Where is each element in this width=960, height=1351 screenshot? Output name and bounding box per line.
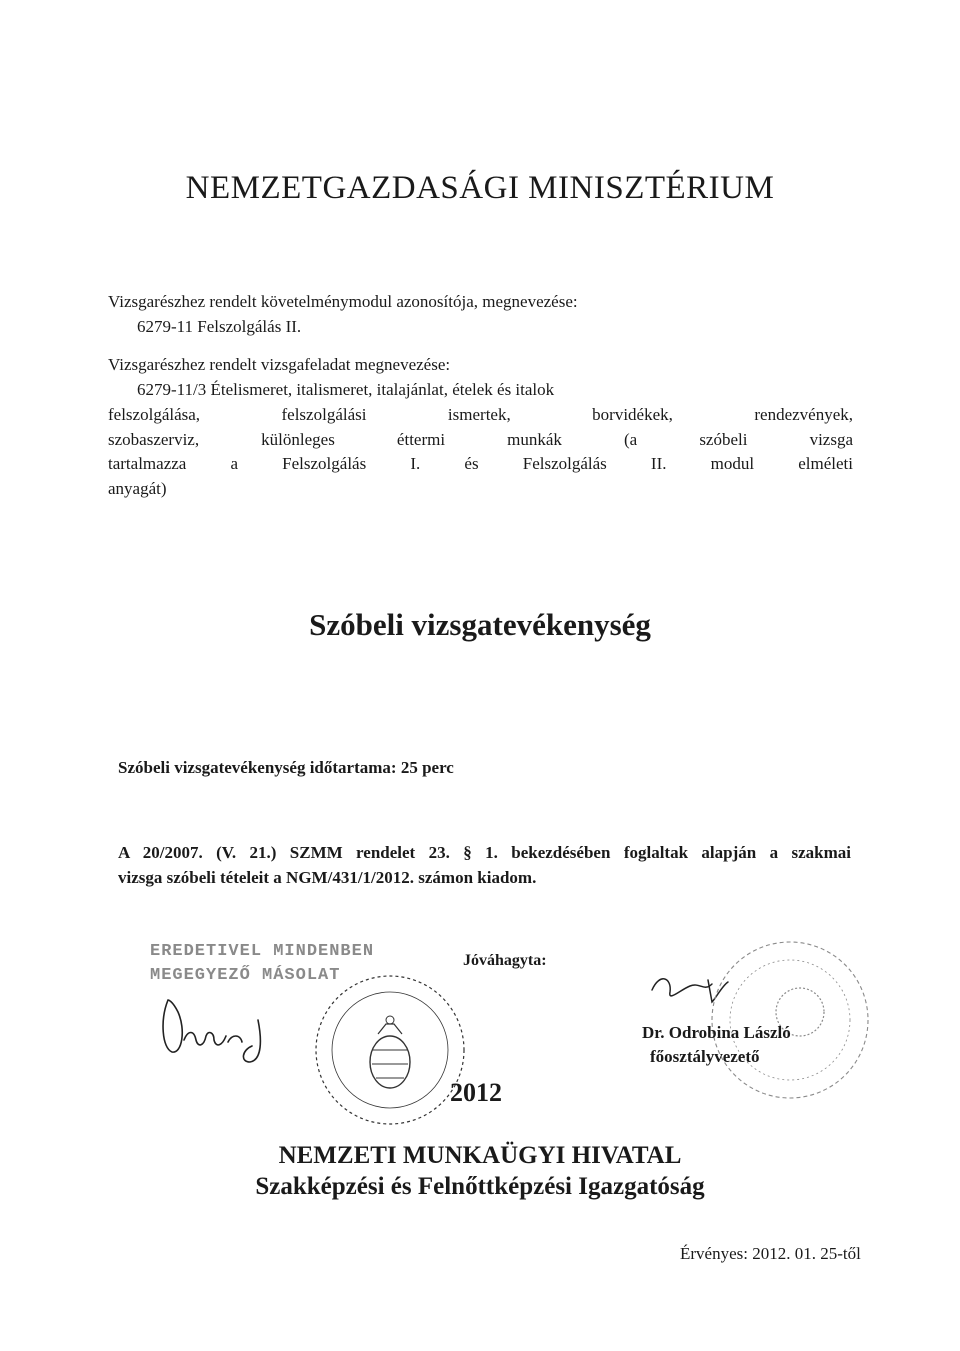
- seal-icon: [316, 976, 464, 1124]
- copy-stamp-line: MEGEGYEZŐ MÁSOLAT: [150, 966, 341, 985]
- validity-date: Érvényes: 2012. 01. 25-től: [680, 1244, 861, 1263]
- official-signature: [652, 979, 728, 1002]
- decree-text: vizsga szóbeli tételeit a NGM/431/1/2012. számon kiadom.: [118, 868, 537, 887]
- task-line: tartalmazza a Felszolgálás I. és Felszolgálás II. modul elméleti: [108, 454, 853, 473]
- official-title: főosztályvezető: [650, 1047, 760, 1066]
- decree-text: A 20/2007. (V. 21.) SZMM rendelet 23. § 1. bekezdésében foglaltak alapján a szakmai: [118, 843, 851, 862]
- copy-stamp-line: EREDETIVEL MINDENBEN: [150, 942, 375, 961]
- section-title: Szóbeli vizsgatevékenység: [309, 607, 651, 642]
- task-line: felszolgálása, felszolgálási ismertek, borvidékek, rendezvények,: [108, 405, 853, 424]
- office-title: NEMZETI MUNKAÜGYI HIVATAL: [278, 1142, 682, 1169]
- task-line: szobaszerviz, különleges éttermi munkák (a szóbeli vizsga: [108, 430, 853, 449]
- module-value: 6279-11 Felszolgálás II.: [137, 317, 302, 336]
- module-label: Vizsgarészhez rendelt követelménymodul azonosítója, megnevezése:: [108, 292, 578, 311]
- approved-label: Jóváhagyta:: [463, 952, 547, 969]
- approval-year: 2012: [450, 1078, 502, 1107]
- exam-duration: Szóbeli vizsgatevékenység időtartama: 25 perc: [118, 758, 454, 777]
- office-directorate: Szakképzési és Felnőttképzési Igazgatóság: [255, 1173, 705, 1200]
- official-name: Dr. Odrobina László: [642, 1023, 791, 1042]
- task-line: anyagát): [108, 479, 167, 498]
- task-line: 6279-11/3 Ételismeret, italismeret, italajánlat, ételek és italok: [137, 380, 555, 399]
- task-label: Vizsgarészhez rendelt vizsgafeladat megnevezése:: [108, 355, 451, 374]
- copy-signature: [163, 1000, 260, 1062]
- department-stamp-icon: [712, 942, 868, 1098]
- ministry-title: NEMZETGAZDASÁGI MINISZTÉRIUM: [185, 170, 775, 206]
